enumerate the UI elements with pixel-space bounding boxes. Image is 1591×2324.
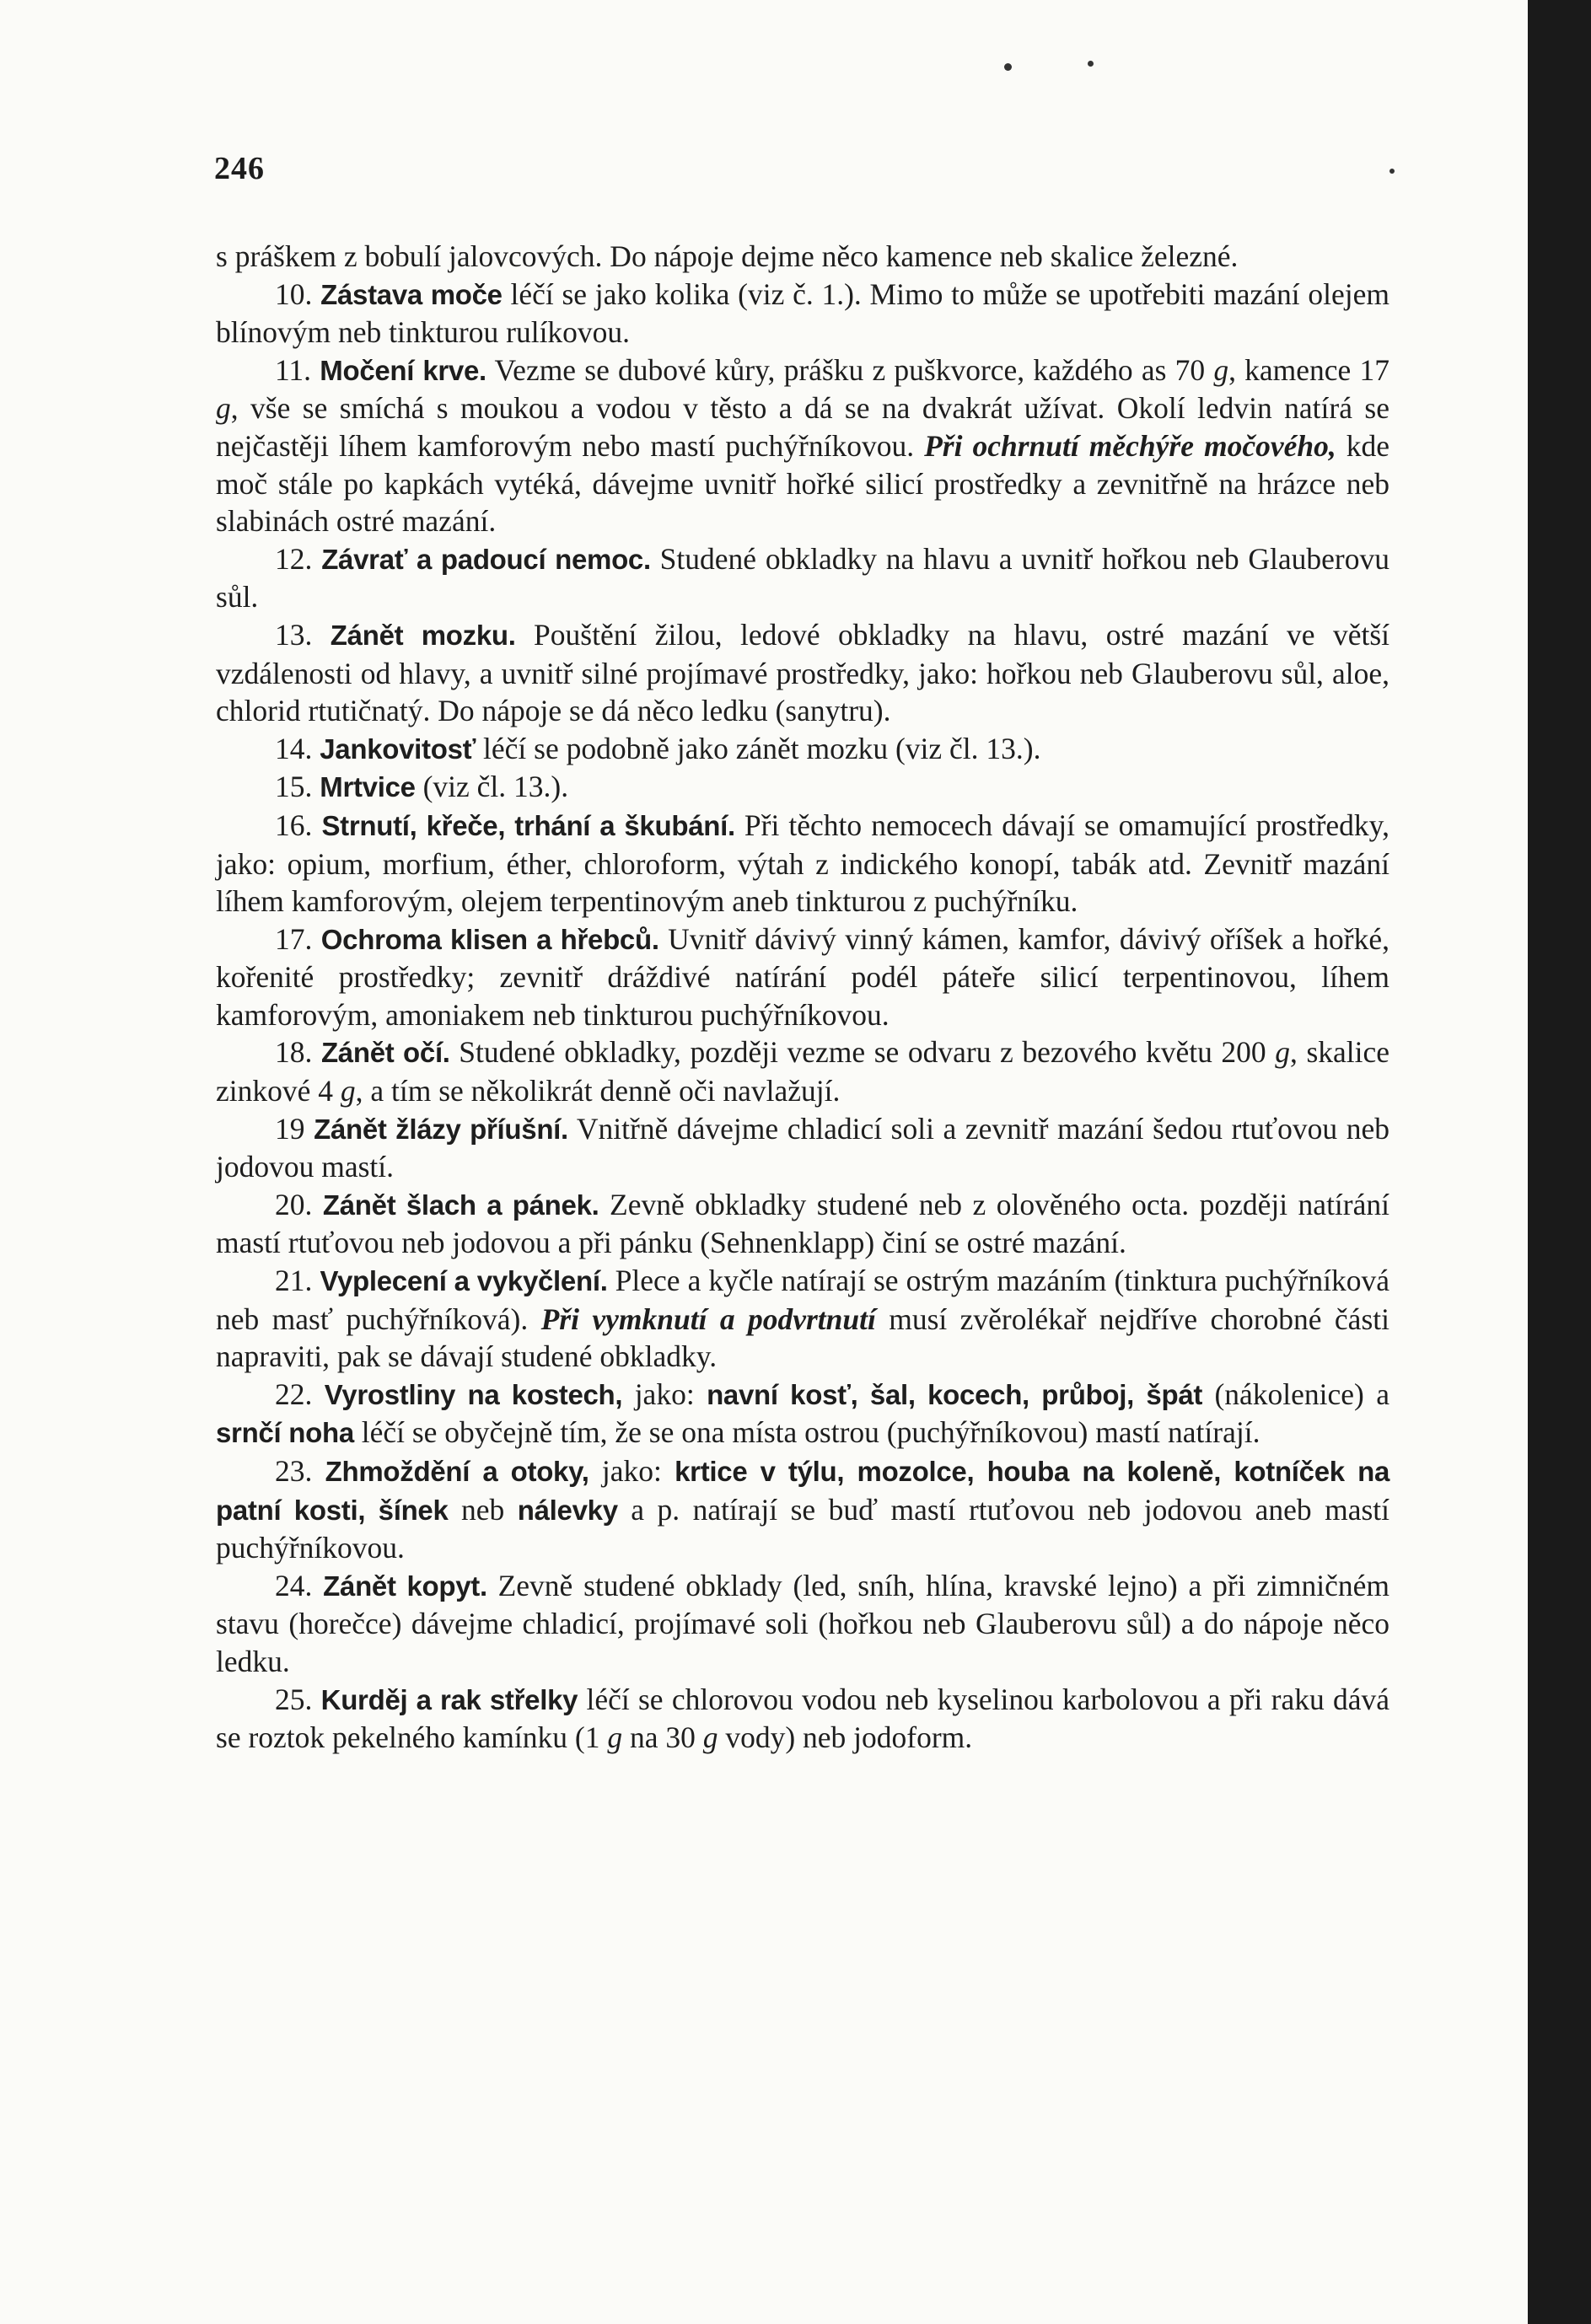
entry-heading: Močení krve.: [320, 354, 486, 386]
entry-20: [216, 1186, 1389, 1262]
entry-number: 15.: [275, 770, 313, 804]
entry-text: Zevně obkladky studené neb z olověného octa. později natírání mastí rtuťovou neb jodovou a při pánku (Sehnenklapp) činí se ostré mazání.: [216, 1187, 1389, 1260]
entry-text: , a tím se několikrát denně oči navlažují.: [355, 1074, 841, 1108]
entry-text: Zevně studené obklady (led, sníh, hlína, kravské lejno) a při zimničném stavu (horečce) dávejme chladicí, projímavé soli (hořkou neb Glauberovu sůl) a do nápoje něco ledku.: [216, 1568, 1389, 1678]
scan-speck: [1389, 169, 1395, 174]
page-number: 246: [214, 151, 265, 186]
entry-12: [216, 540, 1389, 616]
entry-text: Studené obkladky, později vezme se odvaru z bezového květu 200: [449, 1035, 1276, 1070]
entry-19: [216, 1110, 1389, 1186]
entry-number: 25.: [275, 1682, 313, 1716]
entry-text: léčí se obyčejně tím, že se ona místa ostrou (puchýřníkovou) mastí natírají.: [353, 1415, 1260, 1450]
entry-text: neb: [448, 1492, 518, 1527]
entry-text: léčí se chlorovou vodou neb kyselinou karbolovou a při raku dává se roztok pekelného kamínku (1: [216, 1682, 1389, 1755]
entry-number: 23.: [275, 1454, 313, 1488]
italic-subheading: Při vymknutí a podvrtnutí: [540, 1302, 876, 1336]
unit-gram: g: [1213, 352, 1229, 387]
entry-18: [216, 1033, 1389, 1109]
entry-number: 19: [275, 1111, 305, 1146]
entry-13: [216, 616, 1389, 730]
paragraph-text: s práškem z bobulí jalovcových. Do nápoje dejme něco kamence neb skalice železné.: [216, 239, 1239, 273]
entry-heading: Zánět šlach a pánek.: [322, 1189, 599, 1221]
entry-number: 21.: [275, 1264, 313, 1298]
entry-heading: Jankovitosť: [320, 733, 476, 765]
entry-text: jako:: [589, 1454, 675, 1488]
entry-15: [216, 768, 1389, 807]
entry-heading: Zánět mozku.: [330, 619, 516, 651]
entry-text: jako:: [622, 1377, 707, 1411]
entry-heading: Vyrostliny na kostech,: [324, 1378, 623, 1410]
entry-heading: Kurděj a rak střelky: [320, 1683, 578, 1715]
entry-number: 20.: [275, 1187, 313, 1221]
entry-number: 17.: [275, 921, 313, 956]
unit-gram: g: [702, 1720, 718, 1755]
entry-text: Vnitřně dávejme chladicí soli a zevnitř mazání šedou rtuťovou neb jodovou mastí.: [216, 1111, 1389, 1184]
entry-text: Pouštění žilou, ledové obkladky na hlavu, ostré mazání ve větší vzdálenosti od hlavy, a uvnitř silné projímavé prostředky, jako: hořkou neb Glauberovu sůl, aloe, chlorid rtutičnatý. Do nápoje se dá něco ledku (sanytru).: [216, 617, 1390, 728]
unit-gram: g: [607, 1720, 623, 1755]
unit-gram: g: [216, 391, 231, 426]
paragraph-continuation: [216, 238, 1389, 276]
entry-text: léčí se podobně jako zánět mozku (viz čl. 13.).: [476, 731, 1041, 765]
italic-subheading: Při ochrnutí měchýře močového,: [924, 428, 1336, 463]
entry-text: , skalice zinkové 4: [216, 1035, 1390, 1108]
entry-text: , kamence 17: [1228, 352, 1389, 387]
entry-text: (viz čl. 13.).: [415, 770, 569, 804]
entry-heading: Vyplecení a vykyčlení.: [320, 1265, 608, 1297]
entry-heading: Mrtvice: [320, 771, 416, 803]
entry-text: Plece a kyčle natírají se ostrým mazáním (tinktura puchýřníková neb masť puchýřníková).: [216, 1264, 1389, 1336]
entry-number: 16.: [275, 808, 313, 842]
body-text: [216, 238, 1389, 1757]
entry-10: [216, 276, 1389, 352]
entry-number: 24.: [275, 1568, 313, 1602]
entry-heading: Zhmoždění a otoky,: [325, 1456, 589, 1487]
entry-25: [216, 1681, 1389, 1757]
scan-speck: [1004, 63, 1012, 71]
entry-text: (nákolenice) a: [1202, 1377, 1390, 1411]
entry-text: Vezme se dubové kůry, prášku z puškvorce, každého as 70: [486, 352, 1214, 387]
entry-text: Uvnitř dávivý vinný kámen, kamfor, dávivý oříšek a hořké, kořenité prostředky; zevnitř dráždivé natírání podél páteře silicí terpentinovou, líhem kamforovým, amoniakem neb tinkturou puchýřníkovou.: [216, 921, 1389, 1032]
entry-text: Při těchto nemocech dávají se omamující prostředky, jako: opium, morfium, éther, chloroform, výtah z indického konopí, tabák atd. Zevnitř mazání líhem kamforovým, olejem terpentinovým aneb tinkturou z puchýřníku.: [216, 808, 1389, 919]
entry-heading: Zánět kopyt.: [323, 1570, 487, 1602]
entry-number: 22.: [275, 1377, 313, 1411]
entry-text: léčí se jako kolika (viz č. 1.). Mimo to může se upotřebiti mazání olejem blínovým neb tinkturou rulíkovou.: [216, 276, 1390, 350]
entry-number: 14.: [275, 731, 313, 765]
entry-text: vody) neb jodoform.: [718, 1720, 973, 1755]
entry-heading: Zánět očí.: [320, 1037, 450, 1069]
entry-subheading: krtice v týlu, mozolce, houba na koleně, kotníček na patní kosti, šínek: [216, 1456, 1389, 1526]
entry-heading: Zánět žlázy příušní.: [314, 1113, 568, 1145]
entry-21: [216, 1262, 1389, 1376]
entry-heading: Strnutí, křeče, trhání a škubání.: [321, 809, 735, 841]
entry-heading: Zástava moče: [320, 278, 503, 310]
scan-speck: [1088, 61, 1094, 67]
entry-16: [216, 807, 1389, 920]
entry-text: na 30: [622, 1720, 703, 1755]
entry-heading: Závrať a padoucí nemoc.: [321, 543, 651, 575]
entry-number: 10.: [275, 276, 313, 311]
scan-border-strip: [1528, 0, 1591, 2324]
entry-17: [216, 920, 1389, 1034]
entry-22: [216, 1376, 1389, 1452]
entry-14: [216, 730, 1389, 769]
entry-number: 11.: [275, 352, 312, 387]
entry-text: , vše se smíchá s moukou a vodou v těsto a dá se na dvakrát užívat. Okolí ledvin natírá se nejčastěji líhem kamforovým nebo mastí puchýřníkovou.: [216, 391, 1389, 463]
unit-gram: g: [340, 1074, 356, 1108]
entry-text: kde moč stále po kapkách vytéká, dávejme uvnitř hořké silicí prostředky a zevnitřně na hrázce neb slabinách ostré mazání.: [216, 428, 1390, 539]
unit-gram: g: [1275, 1035, 1290, 1070]
entry-text: Studené obkladky na hlavu a uvnitř hořkou neb Glauberovu sůl.: [216, 541, 1389, 615]
entry-24: [216, 1567, 1389, 1681]
entry-text: a p. natírají se buď mastí rtuťovou neb jodovou aneb mastí puchýřníkovou.: [216, 1492, 1389, 1565]
entry-subheading: srnčí noha: [216, 1417, 354, 1449]
entry-text: musí zvěrolékař nejdříve chorobné části napraviti, pak se dávají studené obkladky.: [216, 1302, 1389, 1374]
entry-subheading: nálevky: [517, 1494, 618, 1526]
entry-number: 18.: [275, 1035, 313, 1070]
entry-number: 12.: [275, 541, 313, 576]
entry-number: 13.: [275, 617, 313, 652]
entry-11: [216, 352, 1389, 540]
entry-heading: Ochroma klisen a hřebců.: [320, 923, 659, 955]
entry-23: [216, 1452, 1389, 1567]
entry-subheading: navní kosť, šal, kocech, průboj, špát: [707, 1378, 1203, 1410]
